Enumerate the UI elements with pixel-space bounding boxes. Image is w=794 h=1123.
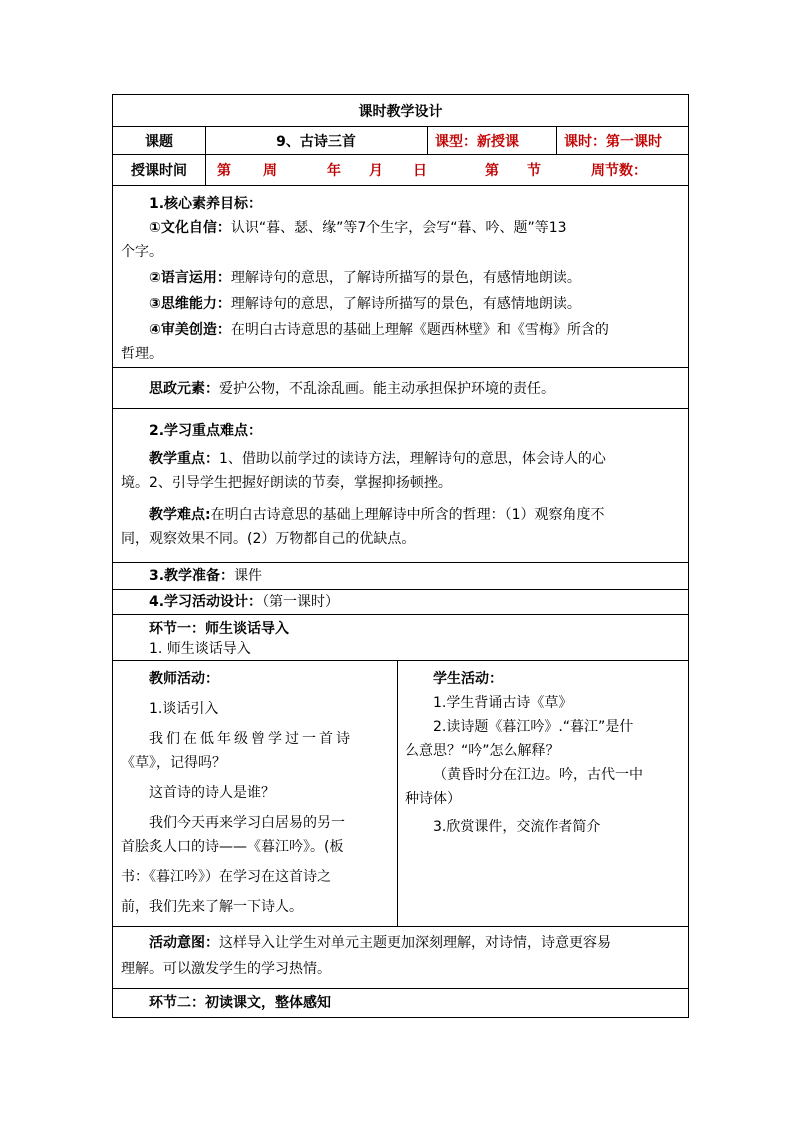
difficulty-text: 在明白古诗意思的基础上理解诗中所含的哲理：（1）观察角度不 [210, 507, 605, 523]
goal-1 [121, 216, 680, 240]
time-day: 日 [413, 163, 427, 179]
time-week-b: 周 [263, 163, 277, 179]
stage2-title: 环节二：初读课文，整体感知 [149, 995, 331, 1011]
teacher-line: 首脍炙人口的诗——《暮江吟》。(板 [121, 839, 344, 855]
teacher-line: 书：《暮江吟》）在学习在这首诗之 [121, 869, 331, 885]
goal-4-cont: 哲理。 [121, 346, 163, 362]
teacher-line: 这首诗的诗人是谁？ [149, 785, 275, 801]
focus-text: 1、借助以前学过的读诗方法，理解诗句的意思，体会诗人的心 [219, 451, 606, 467]
title-row [113, 95, 688, 127]
teacher-line: 我们今天再来学习白居易的另一 [149, 815, 345, 831]
lesson-type: 课型：新授课 [435, 133, 519, 150]
goal-3 [121, 292, 680, 316]
prep [121, 564, 680, 588]
goal-1-text: 认识“暮、瑟、缘”等7个生字，会写“暮、吟、题”等13 [230, 220, 567, 236]
student-activities [397, 661, 688, 926]
time-week-a: 第 [217, 163, 231, 179]
time-weekly: 周节数： [591, 163, 647, 179]
goal-3-text: 理解诗句的意思，了解诗所描写的景色，有感情地朗读。 [230, 296, 581, 312]
time-section-b: 节 [527, 163, 541, 179]
focus-label: 教学重点： [149, 451, 219, 467]
teacher-line: 前，我们先来了解一下诗人。 [121, 899, 303, 915]
lesson-plan-table [112, 94, 689, 1018]
goals-heading: 1.核心素养目标： [149, 196, 263, 212]
goal-4-text: 在明白古诗意思的基础上理解《题西林壁》和《雪梅》所含的 [230, 322, 609, 338]
teacher-line: 我们在低年级曾学过一首诗 [149, 731, 353, 747]
activity-design [121, 590, 680, 614]
ideology-row [113, 368, 688, 409]
intent-row [113, 927, 688, 989]
time-row [113, 155, 688, 186]
ideology-text: 爱护公物，不乱涂乱画。能主动承担保护环境的责任。 [219, 381, 555, 397]
goal-1-cont: 个字。 [121, 244, 163, 260]
stage2-row [113, 989, 688, 1017]
goal-2-text: 理解诗句的意思，了解诗所描写的景色，有感情地朗读。 [230, 270, 581, 286]
intent-text: 这样导入让学生对单元主题更加深刻理解，对诗情，诗意更容易 [219, 935, 611, 951]
goal-4 [121, 318, 680, 342]
topic-label: 课题 [145, 133, 173, 150]
student-line: 1.学生背诵古诗《草》 [433, 695, 573, 711]
student-line: （黄昏时分在江边。吟，古代一中 [433, 767, 643, 783]
stage1-row [113, 615, 688, 661]
ideology [121, 377, 680, 401]
activity-design-row [113, 590, 688, 615]
goal-2 [121, 266, 680, 290]
goals-section [113, 186, 688, 368]
student-line: 2.读诗题《暮江吟》.“暮江”是什 [433, 719, 634, 735]
student-line: 3.欣赏课件，交流作者简介 [433, 819, 601, 835]
difficulty [121, 503, 680, 527]
difficulty-cont: 同，观察效果不同。(2）万物都自己的优缺点。 [121, 531, 416, 547]
prep-text: 课件 [234, 568, 263, 584]
topic-value: 9、古诗三首 [276, 133, 356, 150]
goal-2-label: ②语言运用： [149, 270, 231, 286]
time-month: 月 [369, 163, 383, 179]
difficulty-label: 教学难点: [149, 507, 211, 523]
goal-3-label: ③思维能力： [149, 296, 231, 312]
student-heading: 学生活动： [433, 671, 503, 687]
goal-4-label: ④审美创造： [149, 322, 231, 338]
student-line: 么意思？“吟”怎么解释？ [405, 743, 560, 759]
time-section-a: 第 [485, 163, 499, 179]
student-line: 种诗体） [405, 791, 461, 807]
goal-1-label: ①文化自信： [149, 220, 231, 236]
intent-cont: 理解。可以激发学生的学习热情。 [121, 961, 331, 977]
ideology-label: 思政元素： [149, 381, 219, 397]
activity-design-text: （第一课时） [262, 594, 340, 610]
focus-cont: 境。2、引导学生把握好朗读的节奏，掌握抑扬顿挫。 [121, 475, 452, 491]
time-label: 授课时间 [131, 163, 187, 179]
activity-design-label: 4.学习活动设计： [149, 594, 263, 610]
key-points-section [113, 409, 688, 563]
stage1-title: 环节一：师生谈话导入 [149, 621, 289, 637]
prep-label: 3.教学准备： [149, 568, 235, 584]
intent-label: 活动意图： [149, 935, 219, 951]
stage1-sub: 1. 师生谈话导入 [149, 641, 251, 657]
activities-row [113, 661, 688, 927]
page-title: 课时教学设计 [358, 103, 443, 120]
teacher-line: 1.谈话引入 [149, 701, 219, 717]
teacher-heading: 教师活动： [149, 671, 219, 687]
period-label: 课时：第一课时 [564, 133, 662, 150]
prep-row [113, 563, 688, 590]
teacher-activities [113, 661, 397, 926]
focus [121, 447, 680, 471]
intent [121, 931, 680, 955]
time-year: 年 [327, 163, 341, 179]
teacher-line: 《草》，记得吗？ [121, 755, 226, 771]
topic-row [113, 127, 688, 155]
key-points-heading: 2.学习重点难点： [149, 423, 263, 439]
